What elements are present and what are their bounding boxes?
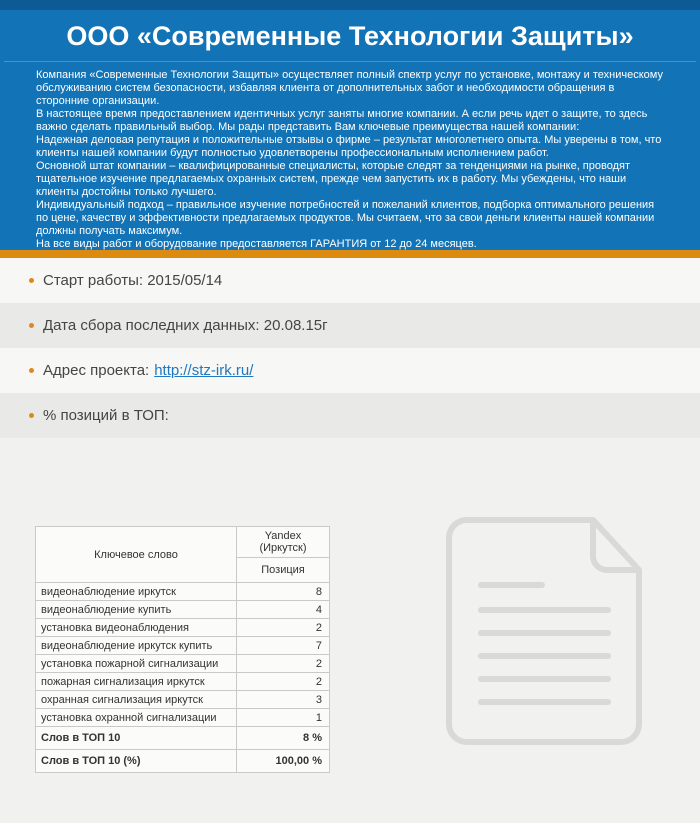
info-row-data-date: [0, 303, 700, 348]
bullet-icon: [29, 413, 34, 418]
bullet-icon: [29, 323, 34, 328]
keyword-cell: видеонаблюдение купить: [36, 601, 237, 619]
table-row: [36, 691, 330, 709]
keyword-cell: пожарная сигнализация иркутск: [36, 673, 237, 691]
table-header-keyword: Ключевое слово: [36, 527, 237, 583]
bullet-icon: [29, 278, 34, 283]
position-cell: 7: [237, 637, 330, 655]
company-intro: [0, 62, 700, 250]
info-row-top-percent: [0, 393, 700, 438]
summary-label: Слов в ТОП 10: [36, 727, 237, 750]
bullet-icon: [29, 368, 34, 373]
data-date-text: Дата сбора последних данных: 20.08.15г: [43, 317, 328, 334]
orange-divider: [0, 250, 700, 258]
top-percent-text: % позиций в ТОП:: [43, 407, 169, 424]
position-cell: 1: [237, 709, 330, 727]
summary-label: Слов в ТОП 10 (%): [36, 750, 237, 773]
positions-table: [35, 526, 330, 773]
table-row: [36, 601, 330, 619]
header: [0, 10, 700, 250]
summary-row: [36, 727, 330, 750]
keyword-cell: установка пожарной сигнализации: [36, 655, 237, 673]
intro-paragraph: Надежная деловая репутация и положительные отзывы о фирме – результат многолетнего опыта. Мы уверены в том, что клиенты нашей компании будут полностью удовлетворены профессиональным исполнением работ.: [36, 134, 662, 159]
document-icon: [443, 517, 645, 748]
project-url-label: Адрес проекта:: [43, 362, 150, 379]
position-cell: 3: [237, 691, 330, 709]
summary-value: 8 %: [237, 727, 330, 750]
position-cell: 2: [237, 619, 330, 637]
info-list: [0, 258, 700, 438]
intro-paragraph: Основной штат компании – квалифицированные специалисты, которые следят за тенденциями на рынке, проводят тщательное изучение предлагаемых охранных систем, прежде чем запустить их в работу. Мы убеждены, что наши клиенты достойны только лучшего.: [36, 160, 631, 198]
position-cell: 2: [237, 655, 330, 673]
engine-name: Yandex: [264, 530, 302, 542]
summary-row: [36, 750, 330, 773]
project-url-link[interactable]: http://stz-irk.ru/: [154, 362, 254, 379]
position-cell: 4: [237, 601, 330, 619]
keyword-cell: охранная сигнализация иркутск: [36, 691, 237, 709]
info-row-project-url: [0, 348, 700, 393]
table-header-position: Позиция: [237, 558, 330, 583]
page-title: ООО «Современные Технологии Защиты»: [66, 21, 634, 51]
table-row: [36, 637, 330, 655]
intro-paragraph: Компания «Современные Технологии Защиты» осуществляет полный спектр услуг по установке, монтажу и техническому обслуживанию систем безопасности, избавляя клиента от дополнительных забот и необходимости обращения в сторонние организации.: [36, 69, 663, 107]
position-cell: 8: [237, 583, 330, 601]
table-row: [36, 655, 330, 673]
intro-paragraph: В настоящее время предоставлением идентичных услуг заняты многие компании. А если речь идет о защите, то здесь важно сделать правильный выбор. Мы рады представить Вам ключевые преимущества нашей компании:: [36, 108, 648, 133]
table-row: [36, 583, 330, 601]
info-row-start-date: [0, 258, 700, 303]
intro-paragraph: Индивидуальный подход – правильное изучение потребностей и пожеланий клиентов, подборка оптимального решения по цене, качеству и эффективности предлагаемых продуктов. Мы считаем, что за свои деньги клиенты нашей компании должны получать максимум.: [36, 199, 655, 237]
start-date-text: Старт работы: 2015/05/14: [43, 272, 223, 289]
table-row: [36, 619, 330, 637]
table-row: [36, 673, 330, 691]
keyword-cell: установка видеонаблюдения: [36, 619, 237, 637]
engine-region: (Иркутск): [259, 542, 307, 554]
top-accent-bar: [0, 0, 700, 10]
table-row: [36, 709, 330, 727]
keyword-cell: установка охранной сигнализации: [36, 709, 237, 727]
keyword-cell: видеонаблюдение иркутск: [36, 583, 237, 601]
table-header-engine: [237, 527, 330, 558]
summary-value: 100,00 %: [237, 750, 330, 773]
keyword-cell: видеонаблюдение иркутск купить: [36, 637, 237, 655]
intro-paragraph: На все виды работ и оборудование предоставляется ГАРАНТИЯ от 12 до 24 месяцев.: [36, 238, 477, 250]
position-cell: 2: [237, 673, 330, 691]
